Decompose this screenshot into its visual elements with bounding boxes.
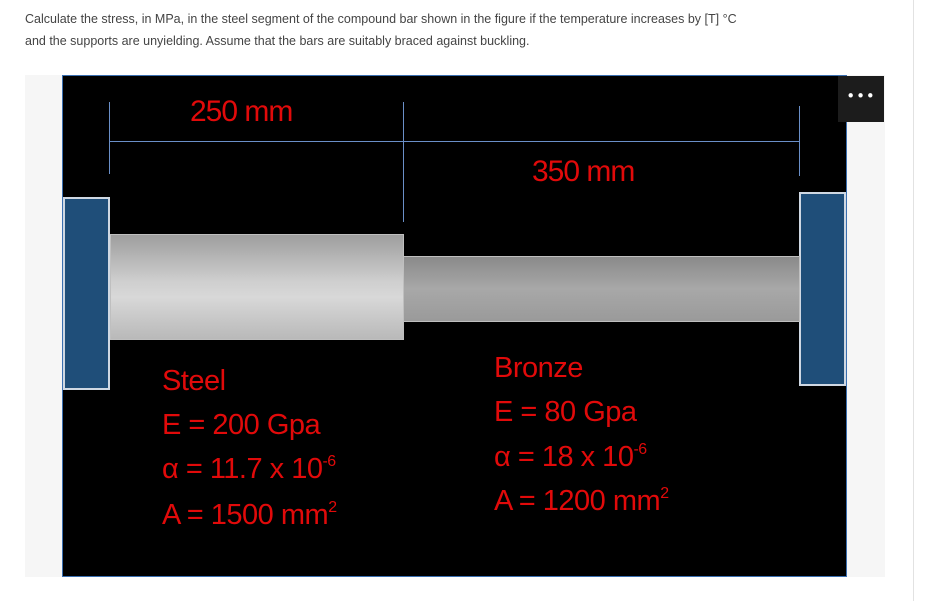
bronze-segment: [403, 256, 800, 322]
question-line-1: Calculate the stress, in MPa, in the steel segment of the compound bar shown in the figure if the temperature increases by [T] °C: [25, 12, 737, 26]
page-scroll-rail[interactable]: [913, 0, 914, 601]
steel-modulus: E = 200 Gpa: [162, 409, 321, 441]
bronze-area: [494, 485, 669, 518]
bronze-label: Bronze: [494, 352, 583, 384]
more-options-button[interactable]: [838, 76, 884, 122]
steel-area-base: A = 1500 mm: [162, 499, 329, 531]
left-support: [63, 197, 110, 390]
bronze-area-exponent: 2: [660, 485, 669, 503]
steel-area: [162, 499, 337, 532]
dimension-line-horizontal: [110, 141, 800, 142]
steel-alpha-exponent: -6: [322, 453, 336, 471]
question-text: [25, 8, 885, 52]
steel-segment: [110, 234, 404, 340]
question-line-2: and the supports are unyielding. Assume that the bars are suitably braced against buckling.: [25, 34, 530, 48]
dimension-tick-right: [799, 106, 800, 176]
steel-area-exponent: 2: [328, 499, 337, 517]
bronze-expansion-coefficient: [494, 441, 647, 474]
steel-label: Steel: [162, 365, 226, 397]
dimension-label-bronze: 350 mm: [532, 155, 635, 188]
steel-expansion-coefficient: [162, 453, 336, 486]
bronze-modulus: E = 80 Gpa: [494, 396, 637, 428]
dimension-tick-middle: [403, 102, 404, 222]
right-support: [799, 192, 846, 386]
steel-alpha-base: α = 11.7 x 10: [162, 453, 323, 485]
bronze-area-base: A = 1200 mm: [494, 485, 661, 517]
dimension-label-steel: 250 mm: [190, 95, 293, 128]
more-dots-icon: •••: [846, 87, 876, 105]
dimension-tick-left: [109, 102, 110, 174]
bronze-alpha-exponent: -6: [633, 441, 647, 459]
bronze-alpha-base: α = 18 x 10: [494, 441, 634, 473]
